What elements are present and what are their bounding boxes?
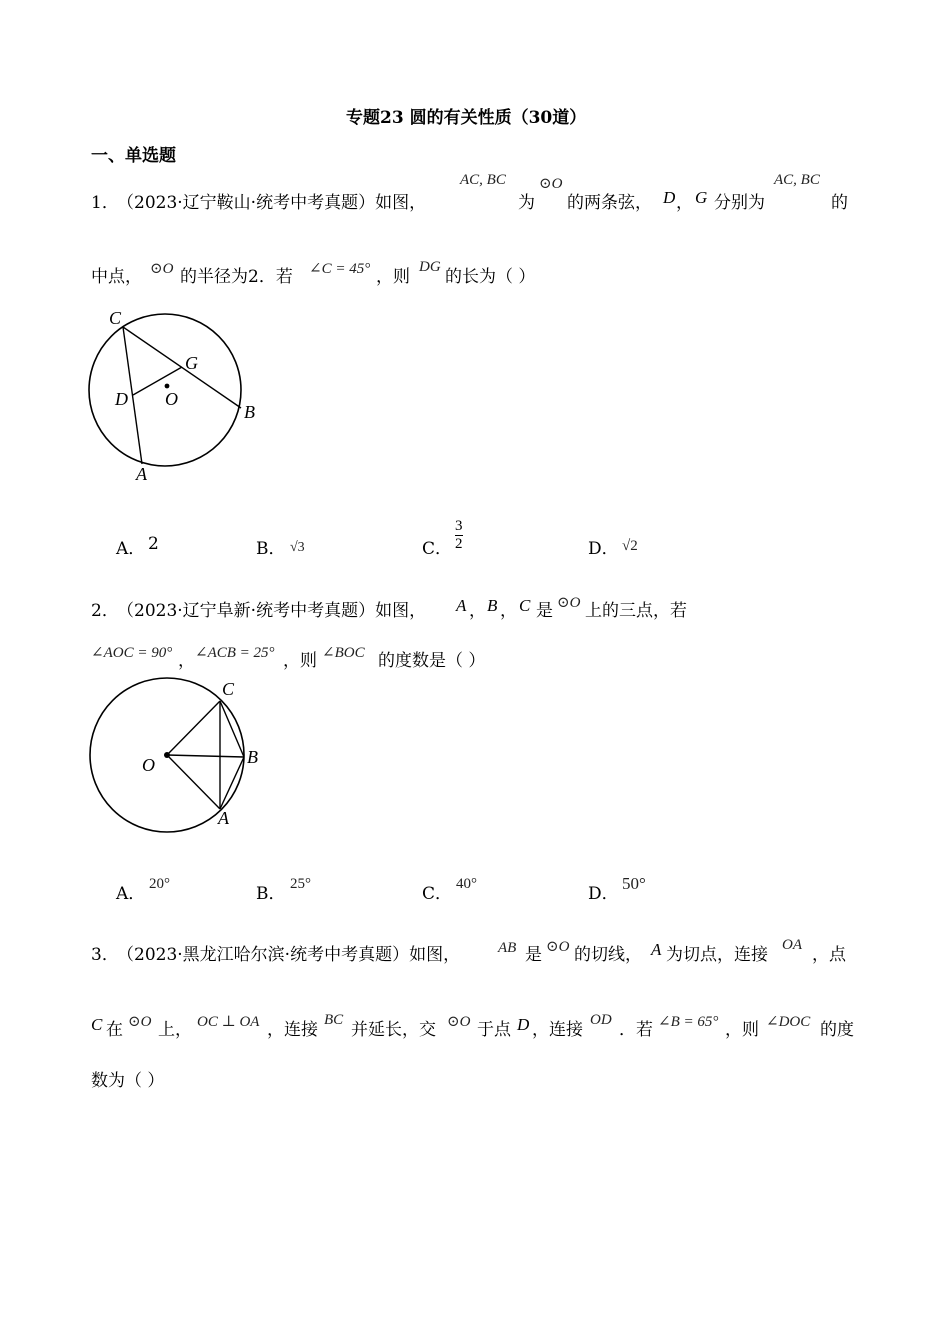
q1-text-de: 的 — [831, 193, 848, 213]
q1-line2-a: 中点， — [91, 267, 142, 287]
page-title: 专题23 圆的有关性质（30道） — [346, 108, 587, 128]
q2-option-a-label: A． — [116, 884, 146, 904]
q2-segment-ob — [167, 755, 244, 757]
q3-math-ab: AB — [498, 940, 517, 956]
q1-math-acbc: AC, BC — [460, 172, 506, 188]
q3-number: 3． — [91, 945, 119, 965]
q1-option-a-value: 2 — [148, 534, 159, 554]
q1-text-wei: 为 — [518, 193, 535, 213]
q1-label-d: D — [115, 389, 128, 409]
q2-option-d-label: D． — [588, 884, 619, 904]
q3-math-a: A — [651, 940, 662, 959]
q3-text-qie: 的切线， — [574, 945, 642, 965]
q1-math-odot2: ⊙O — [150, 261, 174, 277]
q2-label-c: C — [222, 679, 235, 699]
q2-text-comma-1: ， — [469, 601, 486, 621]
q3-text-wei: 为切点，连接 — [666, 945, 768, 965]
q3-text-bing: 并延长，交 — [351, 1020, 436, 1040]
q1-math-odot: ⊙O — [539, 176, 563, 192]
q1-option-d-value: √2 — [622, 538, 638, 554]
q3-math-odot2: ⊙O — [128, 1014, 152, 1030]
q1-source: （2023·辽宁鞍山·统考中考真题）如图， — [117, 193, 427, 213]
q2-text-shi: 是 — [536, 601, 553, 621]
q2-text-comma-2: ， — [500, 601, 517, 621]
q3-text-dian: ，点 — [812, 945, 846, 965]
q1-line2-c: ，则 — [376, 267, 410, 287]
q1-option-c-label: C． — [422, 539, 453, 559]
q3-math-odot3: ⊙O — [447, 1014, 471, 1030]
q2-segment-oa — [167, 755, 220, 809]
q1-math-dg: DG — [419, 259, 441, 275]
q1-option-c-fraction — [455, 518, 463, 552]
q1-math-g: G — [695, 188, 708, 207]
q3-source: （2023·黑龙江哈尔滨·统考中考真题）如图， — [117, 945, 461, 965]
q3-math-od: OD — [590, 1012, 612, 1028]
q3-text-ze: ，则 — [725, 1020, 759, 1040]
q2-label-a: A — [218, 808, 229, 828]
q3-line3: 数为（ ） — [91, 1071, 165, 1091]
q1-option-b-value: √3 — [290, 540, 305, 555]
q2-number: 2． — [91, 601, 119, 621]
q1-math-angle: ∠C = 45° — [309, 261, 371, 277]
q3-math-doc: ∠DOC — [766, 1014, 811, 1030]
q3-text-zai: 在 — [106, 1020, 123, 1040]
q2-text-dun: ， — [178, 651, 195, 671]
q1-line2-d: 的长为（ ） — [445, 267, 536, 287]
q1-option-b-label: B． — [256, 539, 286, 559]
q1-option-c-denominator: 2 — [455, 535, 463, 552]
q2-math-boc: ∠BOC — [322, 645, 365, 661]
q1-math-d: D — [663, 188, 676, 207]
q3-math-bc: BC — [324, 1012, 344, 1028]
q2-math-aoc: ∠AOC = 90° — [91, 645, 173, 661]
q1-text-comma: ， — [676, 193, 693, 213]
q2-figure — [80, 672, 280, 837]
q2-option-c-value: 40° — [456, 876, 477, 892]
q2-text-ze: ，则 — [283, 651, 317, 671]
q2-segment-cb — [220, 701, 244, 757]
q2-option-c-label: C． — [422, 884, 453, 904]
q3-math-d: D — [517, 1015, 530, 1034]
q2-source: （2023·辽宁阜新·统考中考真题）如图， — [117, 601, 427, 621]
q1-label-g: G — [185, 353, 198, 373]
q3-text-lj2: ，连接 — [532, 1020, 583, 1040]
q3-text-de: 的度 — [820, 1020, 854, 1040]
q3-math-c: C — [91, 1015, 103, 1034]
q3-text-yu: 于点 — [477, 1020, 511, 1040]
q3-math-b65: ∠B = 65° — [658, 1014, 719, 1030]
q1-label-o: O — [165, 389, 178, 409]
q3-text-shi: 是 — [525, 945, 542, 965]
q1-label-c: C — [109, 308, 122, 328]
q2-text-end: 的度数是（ ） — [378, 651, 486, 671]
q1-line2-b: 的半径为2．若 — [180, 267, 293, 287]
q2-math-a: A — [456, 596, 467, 615]
q1-number: 1． — [91, 193, 119, 213]
q1-text-liangtiao: 的两条弦， — [567, 193, 652, 213]
q1-label-a: A — [136, 464, 147, 484]
q1-option-a-label: A． — [116, 539, 146, 559]
q2-label-o: O — [142, 755, 155, 775]
q2-option-b-value: 25° — [290, 876, 311, 892]
q1-center-dot — [165, 384, 170, 389]
q3-text-ruo: ．若 — [619, 1020, 653, 1040]
q2-math-odot: ⊙O — [557, 595, 581, 611]
q1-math-acbc2: AC, BC — [774, 172, 820, 188]
q2-segment-oc — [167, 701, 220, 755]
q1-option-c-numerator: 3 — [455, 518, 463, 534]
q2-math-acb: ∠ACB = 25° — [195, 645, 275, 661]
q1-option-d-label: D． — [588, 539, 619, 559]
section-header: 一、单选题 — [91, 146, 176, 166]
q3-text-shang: 上， — [158, 1020, 192, 1040]
q2-math-c: C — [519, 596, 531, 615]
q2-math-b: B — [487, 596, 498, 615]
q2-option-d-value: 50° — [622, 874, 646, 893]
q2-option-a-value: 20° — [149, 876, 170, 892]
q1-text-fenbie: 分别为 — [714, 193, 765, 213]
q3-text-lianjie: ，连接 — [267, 1020, 318, 1040]
q2-segment-ba — [220, 757, 244, 809]
q3-math-odot: ⊙O — [546, 939, 570, 955]
q3-math-oa: OA — [782, 937, 802, 953]
q1-label-b: B — [244, 402, 255, 422]
q2-text-rest: 上的三点，若 — [585, 601, 687, 621]
q2-label-b: B — [247, 747, 258, 767]
q1-figure — [80, 300, 280, 495]
q2-option-b-label: B． — [256, 884, 286, 904]
q3-math-perp: OC ⊥ OA — [197, 1014, 260, 1030]
q2-center-dot — [164, 752, 170, 758]
